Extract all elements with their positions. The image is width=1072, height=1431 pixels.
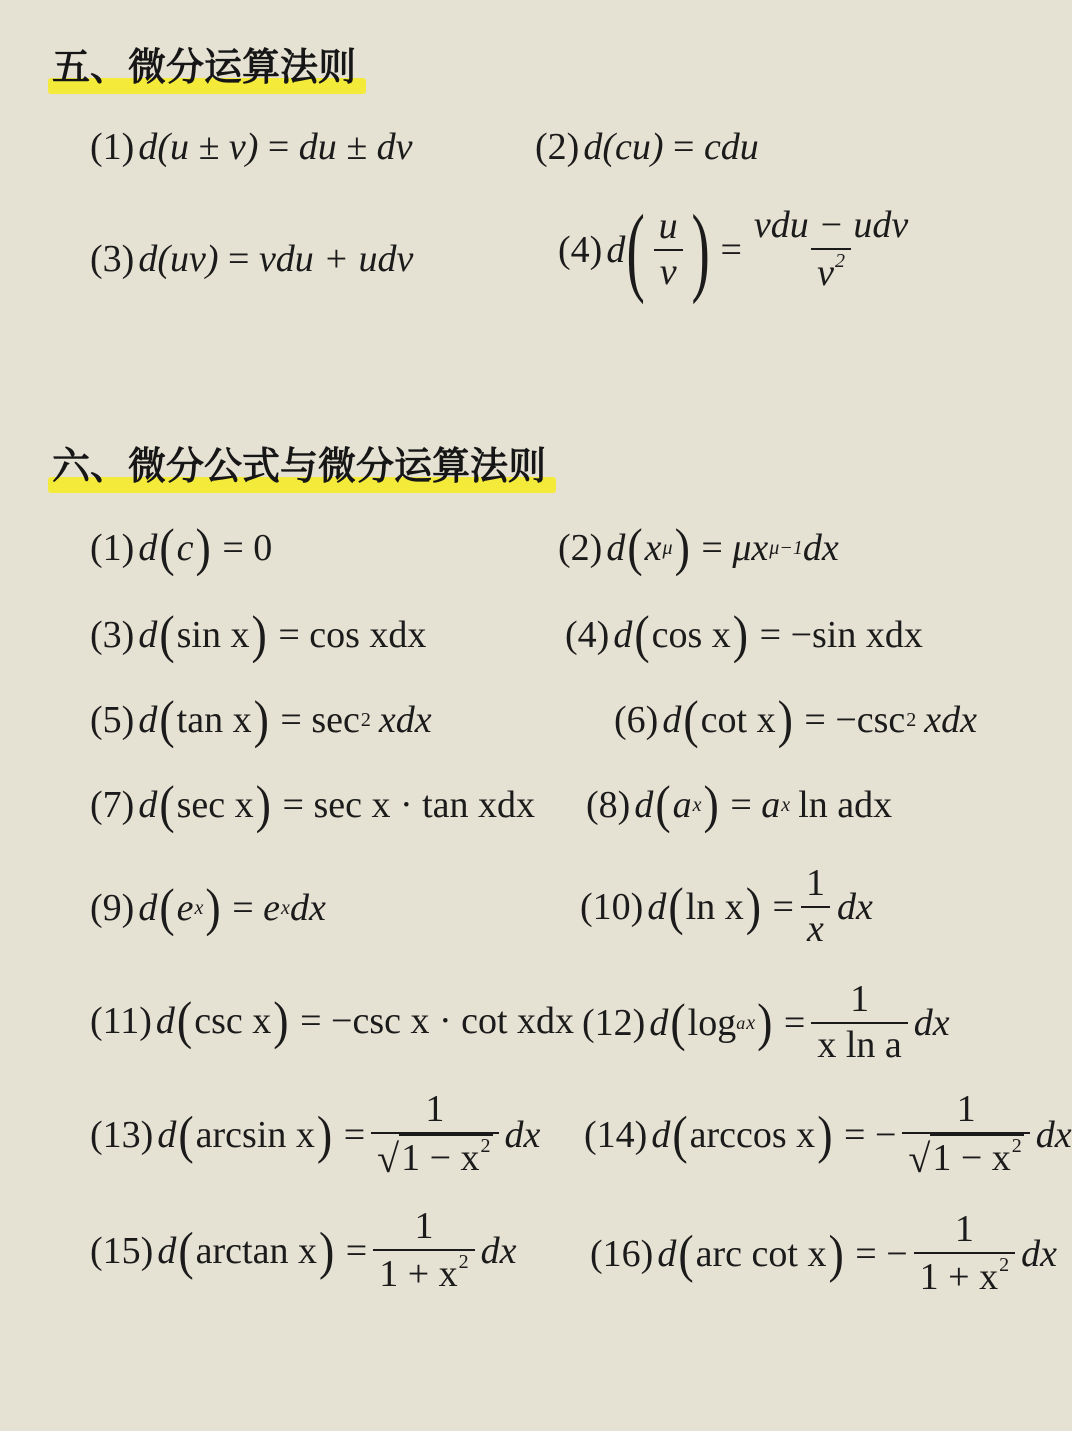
formula-6-15: (15) d ( arctan x ) = $\frac{1}{1 + x^2}$ dx	[90, 1205, 517, 1295]
section5-title: 五、微分运算法则	[52, 45, 357, 89]
quotient-rhs-fraction: $\frac{\text{vdu − udv}}{v^2}$	[753, 204, 909, 294]
fraction: $\frac{1}{\text{x ln a}}$	[811, 978, 907, 1067]
fraction: $\frac{1}{1 + x^2}$	[914, 1208, 1015, 1299]
formula-6-12: (12) d ( log a x ) = $\frac{1}{\text{x ln a}}$ dx	[582, 978, 950, 1066]
fraction: $\frac{1}{x}$	[800, 862, 831, 951]
sqrt: √ $1 - x^2$	[908, 1134, 1022, 1181]
formula-6-14: (14) d ( arccos x ) = − 1 √ $1 - x^2$ dx	[584, 1088, 1072, 1181]
formula-6-8: (8) d ( a x ) = a x ln adx	[586, 775, 893, 834]
formula-6-1: (1) d ( c ) = 0	[90, 518, 273, 577]
formula-5-3: (3) d(uv) = vdu + udv	[90, 238, 414, 280]
fraction: 1 √ $1 - x^2$	[371, 1088, 498, 1182]
formula-6-7: (7) d ( sec x ) = sec x · tan xdx	[90, 775, 536, 834]
formula-6-10: (10) d ( ln x ) = $\frac{1}{x}$ dx	[580, 862, 873, 950]
formula-6-2: (2) d ( x μ ) = μx μ−1 dx	[558, 518, 839, 577]
formula-6-9: (9) d ( e x ) = e x dx	[90, 878, 326, 937]
formula-6-6: (6) d ( cot x ) = −csc 2 xdx	[614, 690, 978, 749]
section6-heading	[50, 445, 550, 495]
formula-6-11: (11) d ( csc x ) = −csc x · cot xdx	[90, 991, 575, 1050]
formula-6-4: (4) d ( cos x ) = −sin xdx	[565, 605, 923, 664]
fraction: $\frac{1}{1 + x^2}$	[373, 1205, 474, 1296]
quotient-fraction: $\frac{u}{v}$	[653, 205, 684, 294]
formula-6-16: (16) d ( arc cot x ) = − $\frac{1}{1 + x^2}$ dx	[590, 1208, 1057, 1298]
section5-heading	[50, 46, 360, 96]
formula-6-3: (3) d ( sin x ) = cos xdx	[90, 605, 427, 664]
section6-title: 六、微分公式与微分运算法则	[52, 444, 547, 488]
formula-6-13: (13) d ( arcsin x ) = 1 √ $1 - x^2$ dx	[90, 1088, 541, 1181]
sqrt: √ $1 - x^2$	[377, 1134, 491, 1181]
fraction: 1 √ $1 - x^2$	[902, 1088, 1029, 1182]
formula-6-5: (5) d ( tan x ) = sec 2 xdx	[90, 690, 432, 749]
formula-5-4: (4) d ( $\frac{u}{v}$ ) = $\frac{\text{vdu − udv}}{v^2}$	[558, 200, 920, 300]
formula-5-2: (2) d(cu) = cdu	[535, 126, 759, 168]
formula-5-1: (1) d(u ± v) = du ± dv	[90, 126, 413, 168]
